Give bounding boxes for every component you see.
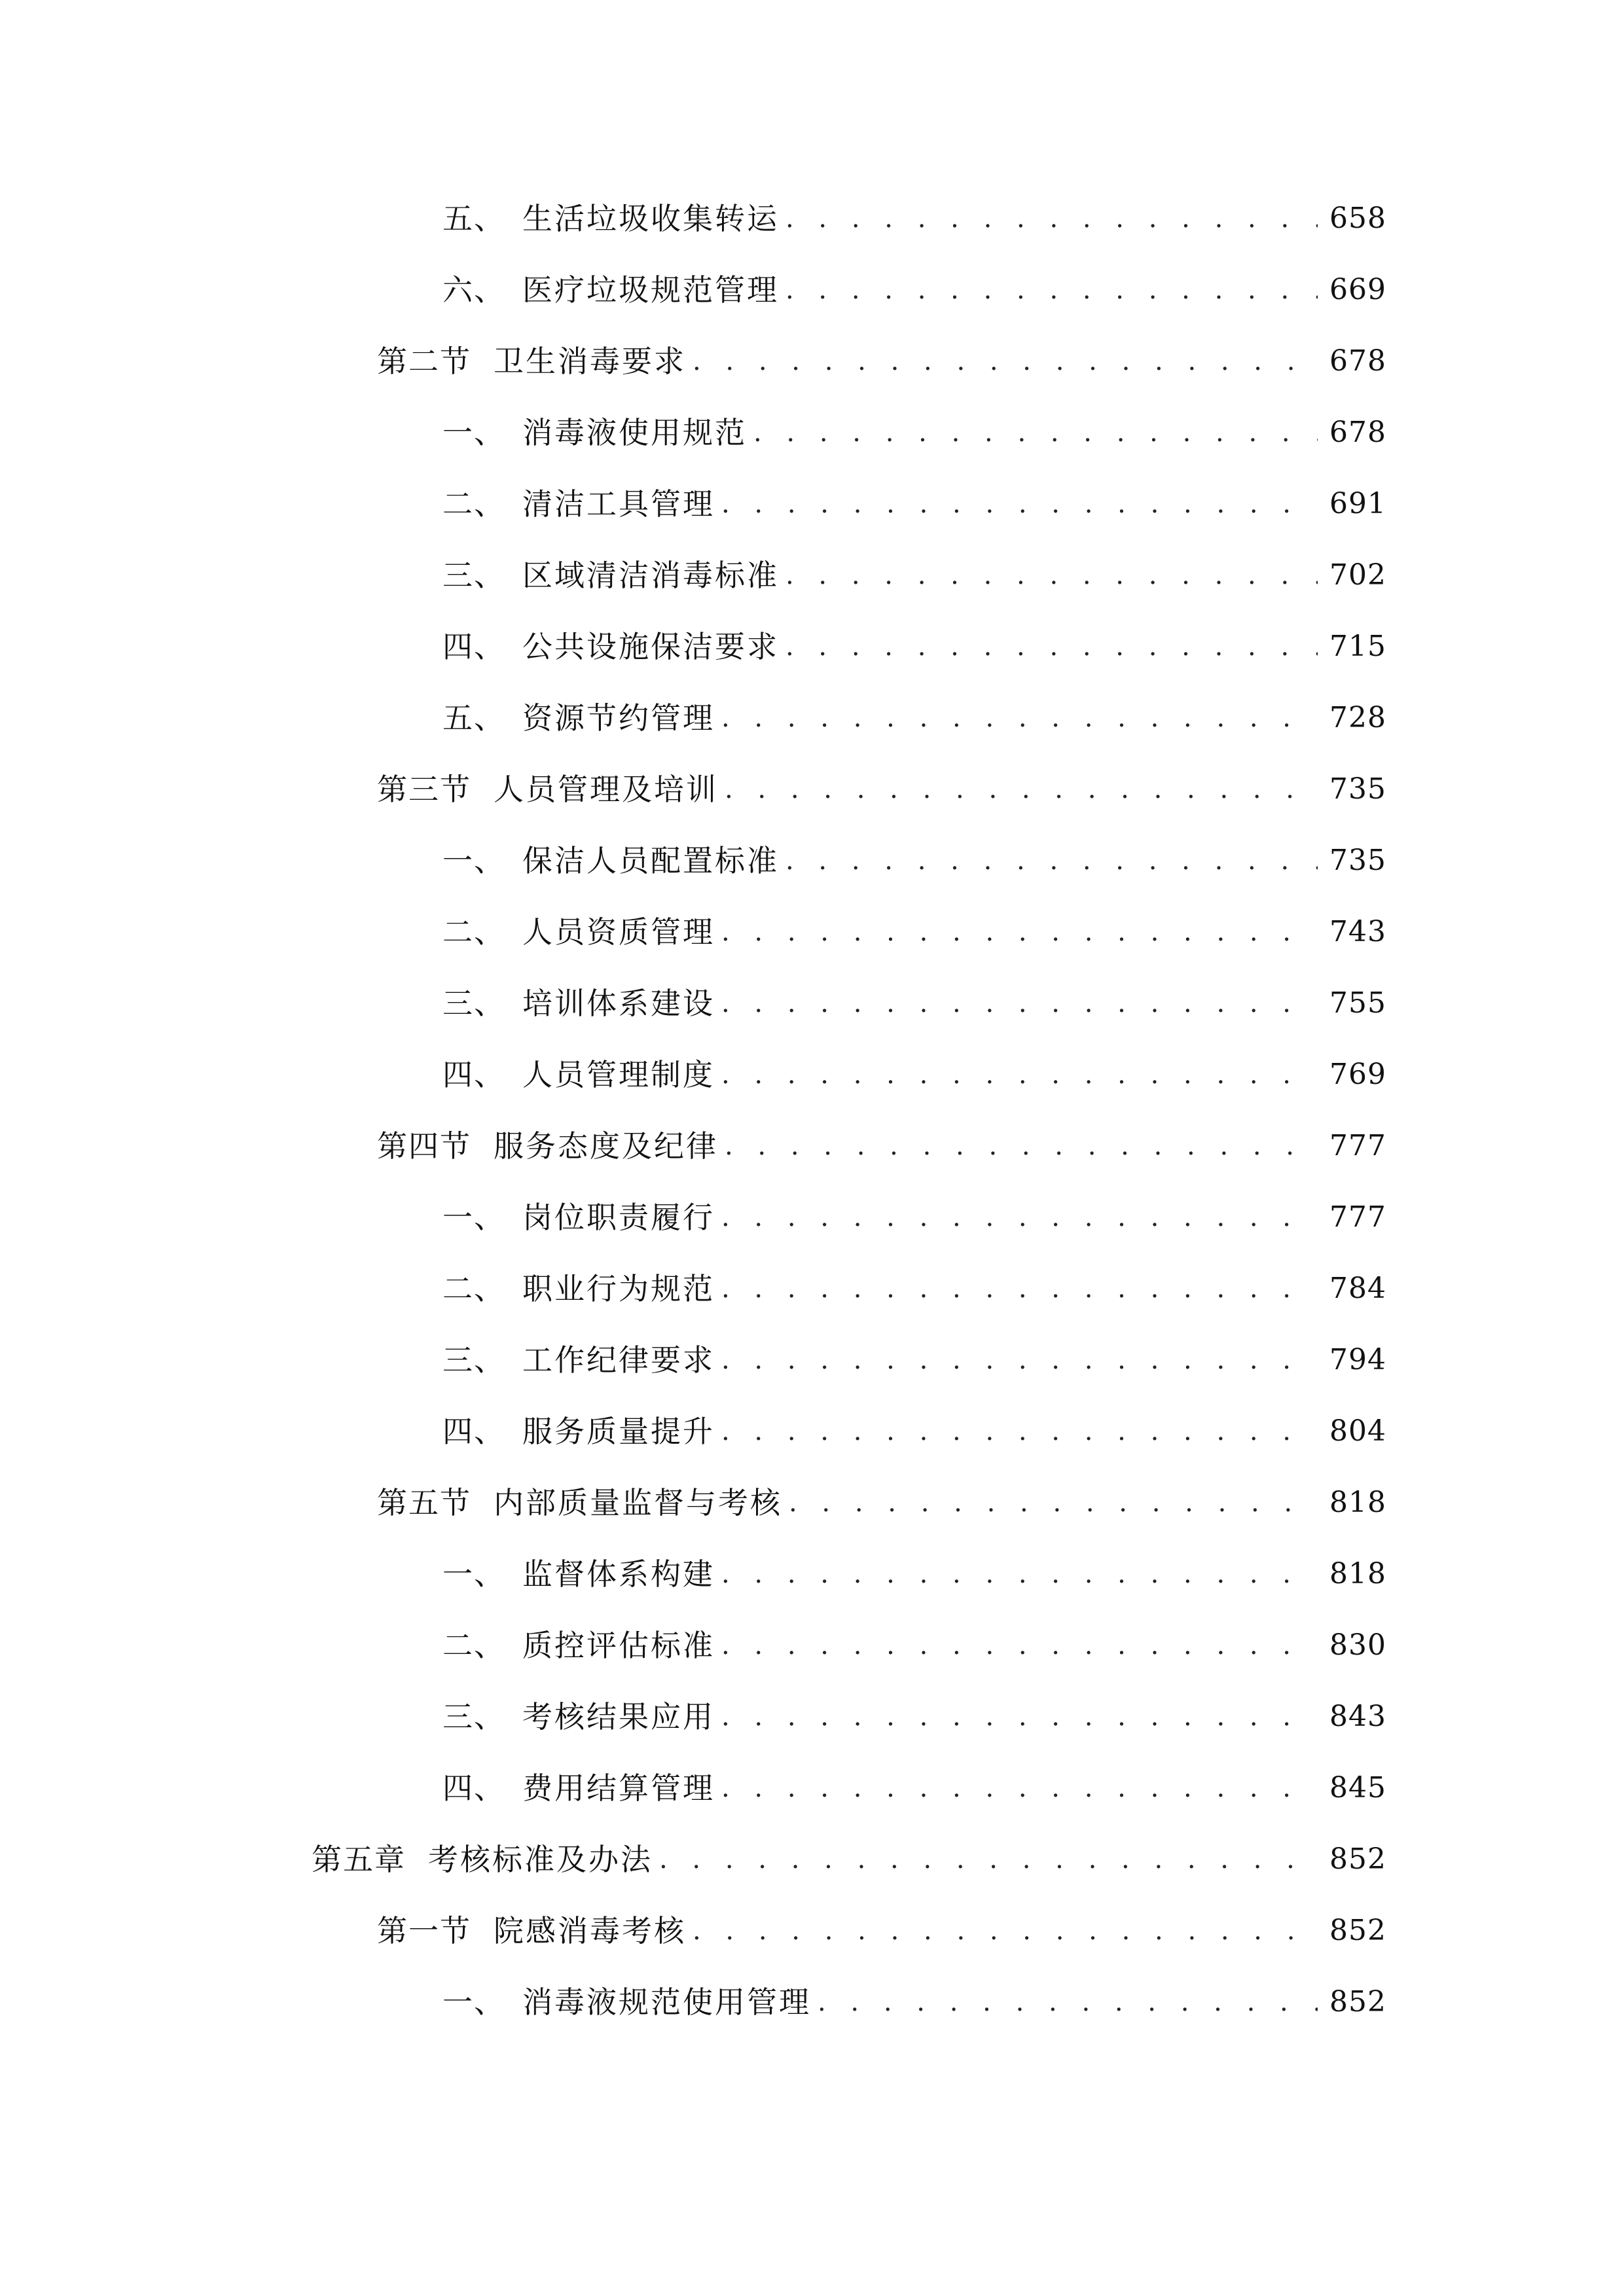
entry-title: 保洁人员配置标准 [522,843,779,878]
toc-entry[interactable] [442,1263,1386,1315]
entry-title: 资源节约管理 [522,700,715,736]
toc-entry[interactable] [442,1405,1386,1458]
dot-leader [753,406,1318,459]
dot-leader [721,478,1318,530]
entry-title: 考核结果应用 [522,1699,715,1734]
entry-title: 监督体系构建 [522,1556,715,1592]
entry-number: 二、 [442,1628,505,1663]
dot-leader [721,692,1318,744]
toc-entry[interactable] [442,1334,1386,1386]
toc-entry[interactable] [377,1477,1386,1529]
dot-leader [785,264,1318,316]
entry-number: 第五节 [377,1485,471,1520]
dot-leader [721,1049,1318,1101]
entry-number: 五、 [442,700,505,736]
entry-number: 四、 [442,1414,505,1449]
dot-leader [721,1762,1318,1814]
entry-page-number: 735 [1329,844,1386,877]
entry-number: 二、 [442,914,505,950]
dot-leader [725,1120,1318,1172]
entry-title: 质控评估标准 [522,1628,715,1663]
entry-page-number: 669 [1329,273,1386,306]
dot-leader [789,1477,1318,1529]
entry-page-number: 818 [1329,1557,1386,1590]
dot-leader [785,192,1318,245]
dot-leader [785,620,1318,673]
entry-title: 人员管理制度 [522,1057,715,1092]
entry-title: 职业行为规范 [522,1271,715,1306]
entry-title: 区域清洁消毒标准 [522,558,779,593]
dot-leader [721,1405,1318,1458]
entry-number: 第三节 [377,772,471,807]
dot-leader [721,1619,1318,1672]
toc-entry[interactable] [442,549,1386,601]
toc-entry[interactable] [442,977,1386,1030]
toc-entry[interactable] [442,1762,1386,1814]
toc-entry[interactable] [442,1191,1386,1244]
toc-entry[interactable] [442,264,1386,316]
entry-title: 岗位职责履行 [522,1200,715,1235]
dot-leader [721,1334,1318,1386]
entry-page-number: 678 [1329,416,1386,449]
entry-number: 一、 [442,415,505,450]
entry-page-number: 777 [1329,1129,1386,1162]
entry-page-number: 852 [1329,1914,1386,1947]
entry-number: 四、 [442,1770,505,1806]
toc-entry[interactable] [442,1049,1386,1101]
dot-leader [721,1691,1318,1743]
entry-number: 一、 [442,1200,505,1235]
entry-page-number: 852 [1329,1842,1386,1876]
entry-page-number: 658 [1329,202,1386,235]
entry-page-number: 755 [1329,986,1386,1020]
entry-number: 第四节 [377,1128,471,1164]
toc-entry[interactable] [442,1976,1386,2028]
toc-entry[interactable] [442,1619,1386,1672]
toc-entry[interactable] [377,1120,1386,1172]
dot-leader [693,1905,1318,1957]
toc-entry[interactable] [442,1691,1386,1743]
dot-leader [721,1548,1318,1600]
toc-entry[interactable] [442,692,1386,744]
entry-title: 服务态度及纪律 [494,1128,718,1164]
toc-entry[interactable] [377,763,1386,816]
entry-page-number: 728 [1329,701,1386,734]
entry-title: 生活垃圾收集转运 [522,201,779,236]
entry-title: 人员管理及培训 [494,772,718,807]
entry-number: 三、 [442,1699,505,1734]
entry-title: 消毒液规范使用管理 [522,1984,811,2020]
dot-leader [785,549,1318,601]
entry-title: 消毒液使用规范 [522,415,747,450]
entry-number: 第一节 [377,1913,471,1948]
entry-page-number: 804 [1329,1414,1386,1448]
toc-entry[interactable] [377,1905,1386,1957]
toc-entry[interactable] [442,620,1386,673]
dot-leader [818,1976,1318,2028]
entry-number: 第五章 [312,1842,406,1877]
toc-entry[interactable] [442,1548,1386,1600]
toc-entry[interactable] [312,1833,1386,1886]
entry-number: 一、 [442,1984,505,2020]
entry-title: 服务质量提升 [522,1414,715,1449]
entry-number: 三、 [442,558,505,593]
toc-entry[interactable] [442,834,1386,887]
entry-title: 工作纪律要求 [522,1342,715,1378]
entry-page-number: 818 [1329,1486,1386,1519]
dot-leader [693,335,1318,387]
dot-leader [659,1833,1318,1886]
toc-entry[interactable] [442,406,1386,459]
entry-title: 人员资质管理 [522,914,715,950]
entry-page-number: 678 [1329,344,1386,378]
entry-page-number: 845 [1329,1771,1386,1804]
entry-page-number: 784 [1329,1272,1386,1305]
entry-title: 清洁工具管理 [522,486,715,522]
entry-number: 一、 [442,843,505,878]
dot-leader [721,906,1318,958]
entry-page-number: 769 [1329,1058,1386,1091]
entry-page-number: 702 [1329,558,1386,592]
entry-number: 二、 [442,1271,505,1306]
entry-number: 三、 [442,1342,505,1378]
entry-number: 三、 [442,986,505,1021]
entry-title: 培训体系建设 [522,986,715,1021]
entry-title: 公共设施保洁要求 [522,629,779,664]
entry-title: 院感消毒考核 [494,1913,686,1948]
entry-title: 医疗垃圾规范管理 [522,272,779,308]
dot-leader [721,1263,1318,1315]
dot-leader [721,1191,1318,1244]
entry-number: 四、 [442,629,505,664]
dot-leader [785,834,1318,887]
entry-number: 二、 [442,486,505,522]
entry-title: 卫生消毒要求 [494,344,686,379]
entry-number: 六、 [442,272,505,308]
entry-page-number: 735 [1329,772,1386,806]
toc-entry[interactable] [377,335,1386,387]
entry-page-number: 777 [1329,1200,1386,1234]
dot-leader [721,977,1318,1030]
dot-leader [725,763,1318,816]
entry-title: 费用结算管理 [522,1770,715,1806]
toc-entry[interactable] [442,192,1386,245]
entry-page-number: 830 [1329,1628,1386,1662]
entry-page-number: 794 [1329,1343,1386,1376]
entry-page-number: 852 [1329,1985,1386,2018]
entry-title: 考核标准及办法 [428,1842,653,1877]
entry-title: 内部质量监督与考核 [494,1485,782,1520]
entry-number: 第二节 [377,344,471,379]
entry-page-number: 691 [1329,487,1386,520]
toc-entry[interactable] [442,478,1386,530]
entry-page-number: 715 [1329,630,1386,663]
entry-number: 一、 [442,1556,505,1592]
entry-page-number: 743 [1329,915,1386,948]
entry-page-number: 843 [1329,1700,1386,1733]
toc-entry[interactable] [442,906,1386,958]
entry-number: 五、 [442,201,505,236]
entry-number: 四、 [442,1057,505,1092]
